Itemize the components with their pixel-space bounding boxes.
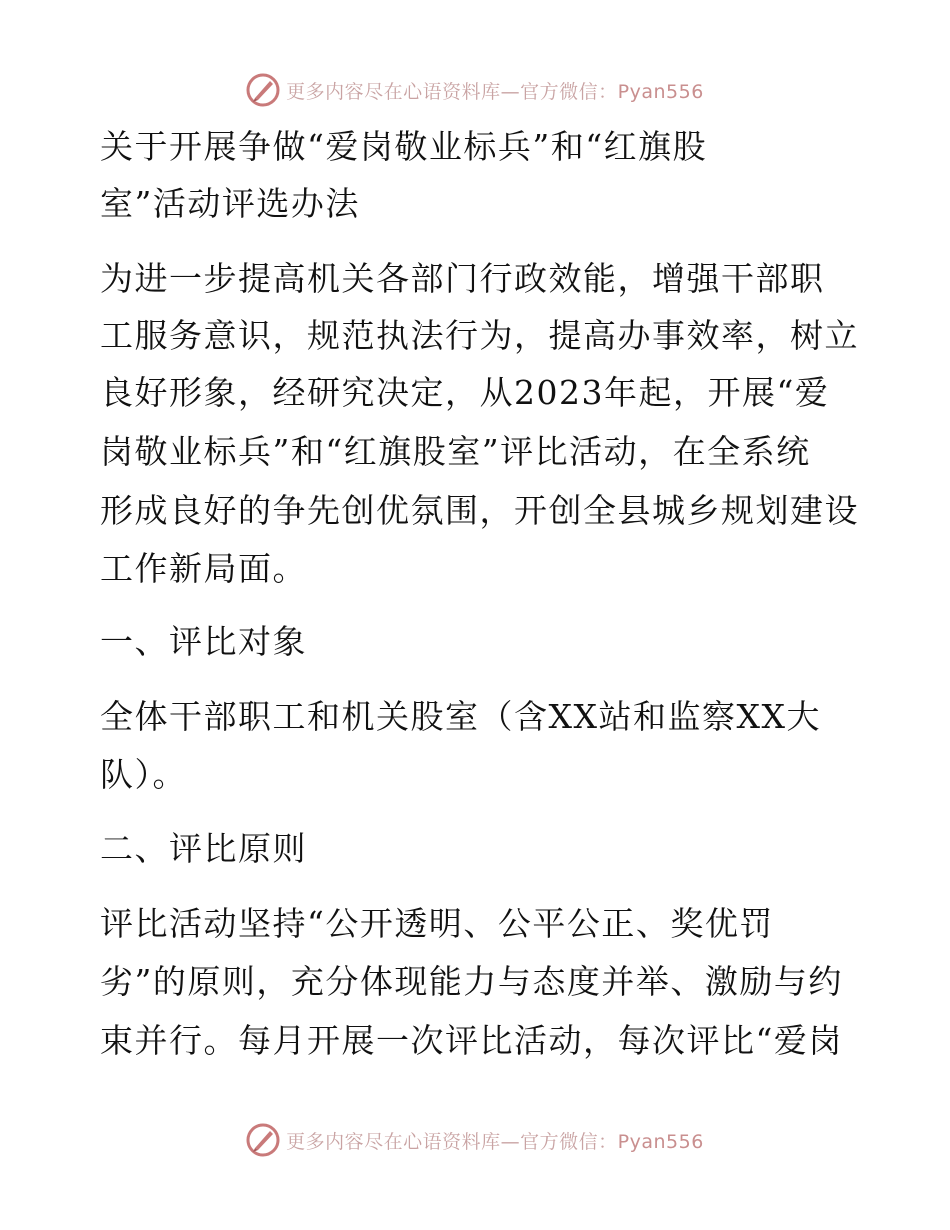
quill-logo-icon bbox=[246, 1123, 280, 1157]
header-watermark bbox=[0, 70, 950, 110]
paragraph-line: 劣”的原则，充分体现能力与态度并举、激励与约 bbox=[100, 962, 843, 1001]
paragraph-line: 队）。 bbox=[100, 755, 187, 794]
section-heading-1: 一、评比对象 bbox=[100, 622, 307, 661]
paragraph-line: 评比活动坚持“公开透明、公平公正、奖优罚 bbox=[100, 904, 774, 943]
watermark-text: 更多内容尽在心语资料库—官方微信：Pyan556 bbox=[286, 80, 704, 103]
section-heading-2: 二、评比原则 bbox=[100, 829, 307, 868]
quill-logo-icon bbox=[246, 73, 280, 107]
title-line-1: 关于开展争做“爱岗敬业标兵”和“红旗股 bbox=[100, 127, 708, 166]
paragraph-line: 为进一步提高机关各部门行政效能，增强干部职 bbox=[100, 259, 825, 298]
paragraph-line: 岗敬业标兵”和“红旗股室”评比活动，在全系统 bbox=[100, 432, 811, 471]
paragraph-line: 束并行。每月开展一次评比活动，每次评比“爱岗 bbox=[100, 1021, 843, 1060]
paragraph-line: 工服务意识，规范执法行为，提高办事效率，树立 bbox=[100, 316, 859, 355]
footer-watermark bbox=[0, 1120, 950, 1160]
paragraph-line: 形成良好的争先创优氛围，开创全县城乡规划建设 bbox=[100, 491, 859, 530]
paragraph-line: 工作新局面。 bbox=[100, 549, 307, 588]
watermark-text: 更多内容尽在心语资料库—官方微信：Pyan556 bbox=[286, 1130, 704, 1153]
paragraph-line: 良好形象，经研究决定，从2023年起，开展“爱 bbox=[100, 373, 830, 412]
title-line-2: 室”活动评选办法 bbox=[100, 184, 360, 223]
paragraph-line: 全体干部职工和机关股室（含XX站和监察XX大 bbox=[100, 697, 821, 736]
